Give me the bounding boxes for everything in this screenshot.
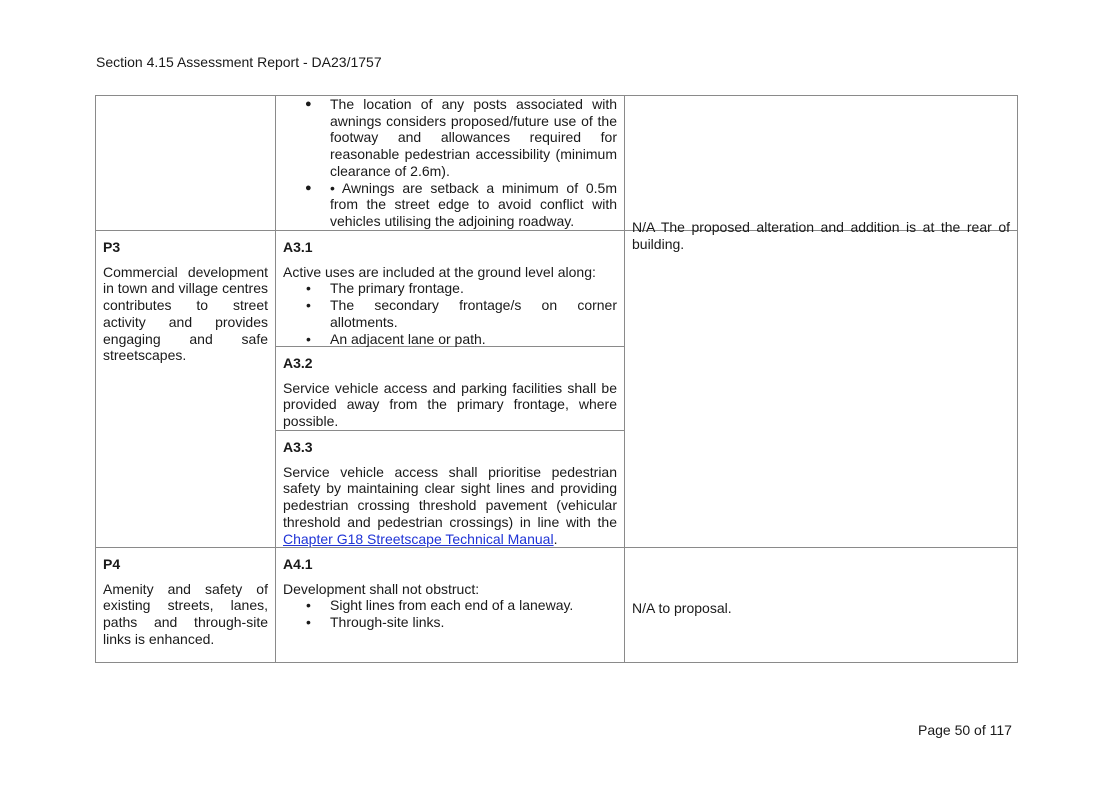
table-row-continued: [96, 96, 1018, 231]
list-item: • An adjacent lane or path.: [306, 330, 486, 347]
list-item: ● The location of any posts associated with awnings considers proposed/future use of the footway and allowances required for reasonable pedestrian accessibility (minimum clearance of 2.6m).: [305, 96, 617, 179]
page-number: Page 50 of 117: [918, 722, 1012, 738]
solution-code: A3.3: [283, 439, 313, 455]
solution-a33: [276, 431, 624, 547]
list-item: • The primary frontage.: [306, 280, 464, 297]
solution-text: Service vehicle access and parking facilities shall be provided away from the primary frontage, where possible.: [283, 379, 617, 430]
performance-code: P4: [103, 556, 121, 572]
solution-code: A3.2: [283, 355, 313, 371]
performance-cell-p3: [96, 231, 276, 548]
solution-code: A4.1: [283, 556, 313, 572]
comment-cell-empty: [625, 96, 1018, 231]
solution-bullet-list: [283, 597, 617, 630]
comment-cell-p3: [625, 219, 1018, 548]
performance-cell-empty: [96, 96, 276, 231]
list-item: ● • Awnings are setback a minimum of 0.5m from the street edge to avoid conflict with vehicles utilising the adjoining roadway.: [305, 179, 617, 229]
comment-text: N/A The proposed alteration and addition is at the rear of building.: [632, 219, 1010, 252]
solution-a32: [276, 347, 624, 431]
table-row-p4: [96, 548, 1018, 663]
table-row-p3: [96, 231, 1018, 548]
performance-text: Amenity and safety of existing streets, lanes, paths and through-site links is enhanced.: [103, 580, 268, 647]
performance-code: P3: [103, 239, 121, 255]
acceptable-solution-cell-p4: [276, 548, 625, 663]
performance-text: Commercial development in town and village centres contributes to street activity and provides engaging and safe streetscapes.: [103, 263, 268, 364]
assessment-table: [95, 95, 1018, 663]
awning-bullet-list: [283, 96, 617, 230]
performance-cell-p4: [96, 548, 276, 663]
solution-intro: Development shall not obstruct:: [283, 580, 480, 597]
list-item: • Through-site links.: [306, 614, 445, 631]
acceptable-solution-cell: [276, 96, 625, 231]
comment-text: N/A to proposal.: [632, 599, 732, 616]
list-item: • Sight lines from each end of a laneway.: [306, 597, 574, 614]
streetscape-manual-link[interactable]: Chapter G18 Streetscape Technical Manual: [283, 530, 554, 547]
comment-cell-p4: [625, 548, 1018, 663]
solution-a31: [276, 231, 624, 347]
solution-code: A3.1: [283, 239, 313, 255]
page-header: Section 4.15 Assessment Report - DA23/1757: [96, 54, 382, 70]
solution-intro: Active uses are included at the ground level along:: [283, 263, 596, 280]
list-item: • The secondary frontage/s on corner allotments.: [306, 297, 617, 330]
solution-text: Service vehicle access shall prioritise pedestrian safety by maintaining clear sight lines and providing pedestrian crossing threshold pavement (vehicular threshold and pedestrian crossings) in line with the Chapter G18 Streetscape Technical Manual.: [283, 463, 617, 547]
acceptable-solutions-cell-p3: [276, 231, 625, 548]
solution-bullet-list: [283, 280, 617, 347]
